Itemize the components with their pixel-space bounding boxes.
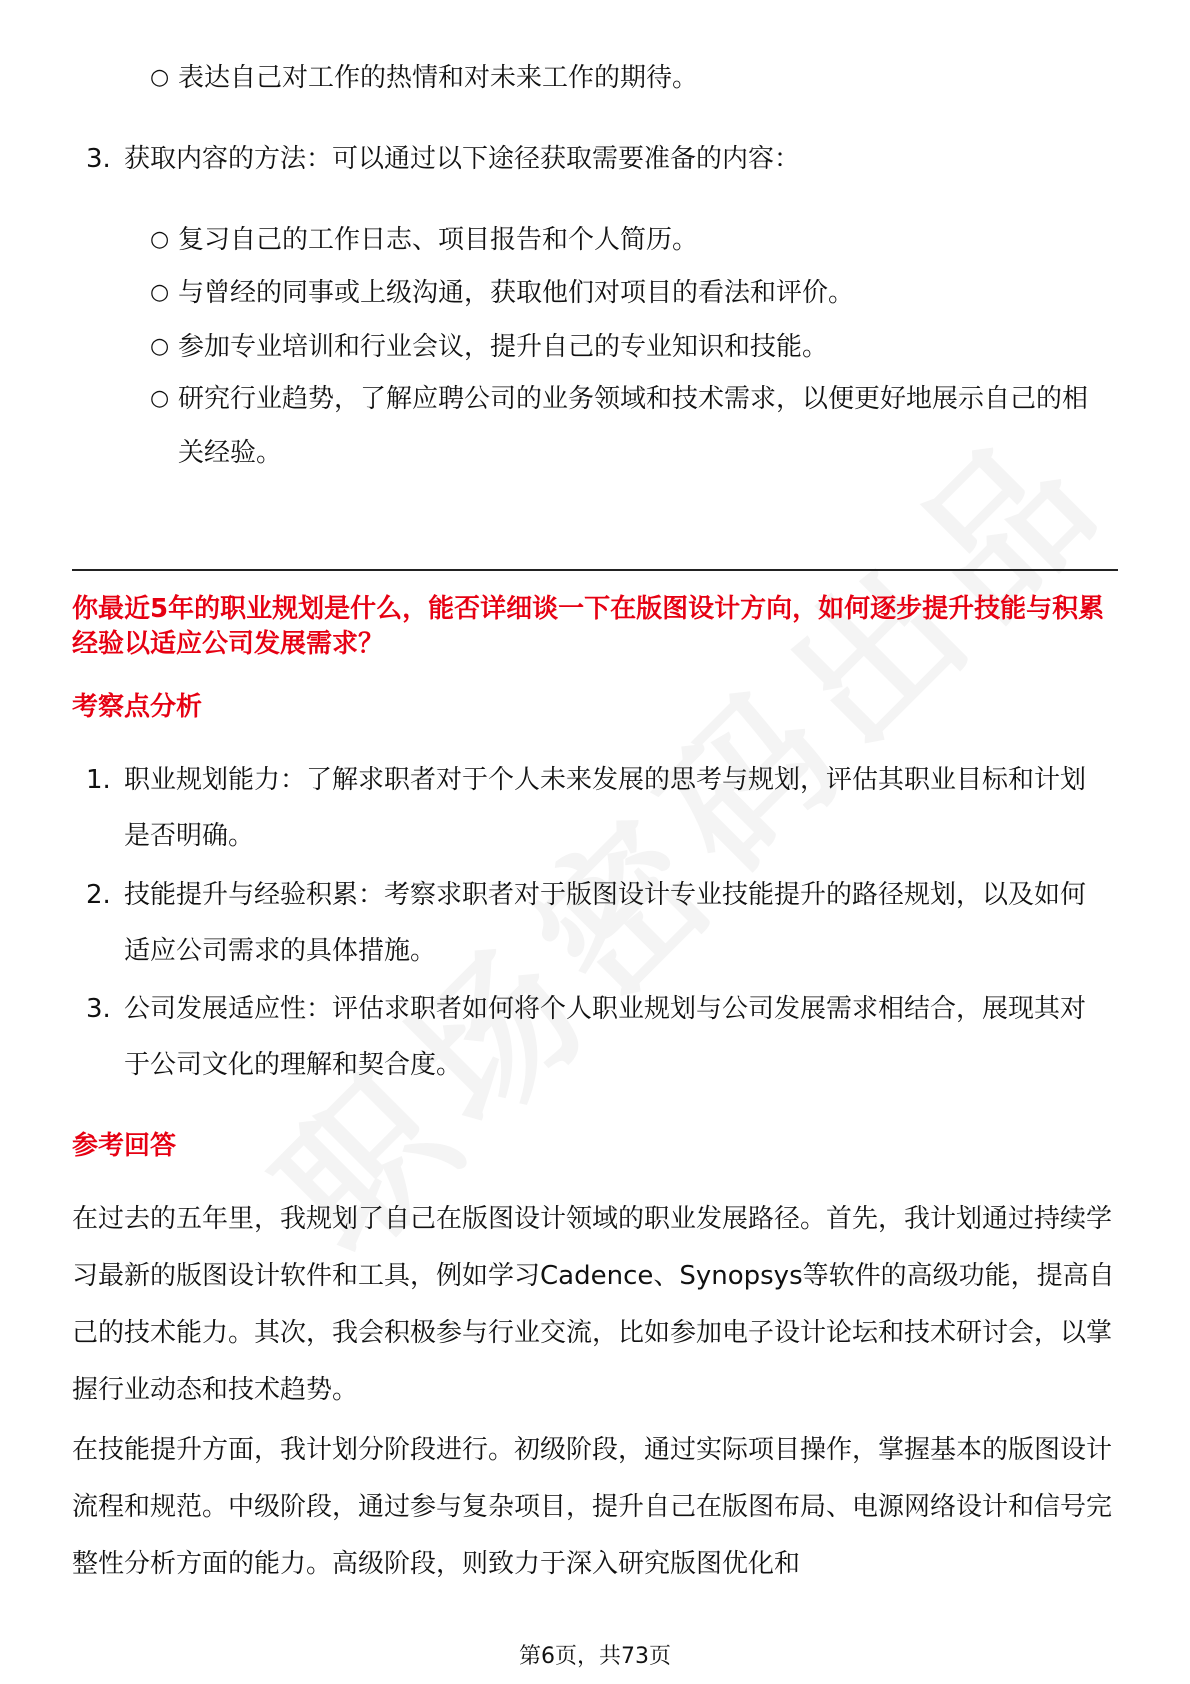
circle-bullet-icon: ○ (150, 227, 170, 252)
answer-title: 参考回答 (72, 1131, 177, 1161)
list-number: 3. (86, 994, 111, 1024)
answer-paragraph: 在技能提升方面，我计划分阶段进行。初级阶段，通过实际项目操作，掌握基本的版图设计流程和规范。中级阶段，通过参与复杂项目，提升自己在版图布局、电源网络设计和信号完整性分析方面的能力。高级阶段，则致力于深入研究版图优化和 (72, 1435, 1113, 1579)
list-item (150, 50, 1110, 106)
page-number: 第6页，共73页 (519, 1644, 671, 1669)
section-divider (72, 569, 1118, 571)
list-item (150, 372, 1110, 480)
circle-bullet-icon: ○ (150, 65, 170, 90)
list-item-text: 表达自己对工作的热情和对未来工作的期待。 (178, 63, 699, 93)
list-item (86, 981, 1110, 1093)
circle-bullet-icon: ○ (150, 334, 170, 359)
circle-bullet-icon: ○ (150, 386, 170, 411)
list-item-text: 研究行业趋势，了解应聘公司的业务领域和技术需求，以便更好地展示自己的相关经验。 (178, 384, 1089, 468)
list-item (150, 212, 1110, 268)
list-item-text: 复习自己的工作日志、项目报告和个人简历。 (178, 225, 699, 255)
circle-bullet-icon: ○ (150, 280, 170, 305)
list-number: 3. (86, 144, 111, 174)
analysis-title: 考察点分析 (72, 692, 203, 722)
list-item-text: 技能提升与经验积累：考察求职者对于版图设计专业技能提升的路径规划，以及如何适应公司需求的具体措施。 (124, 880, 1087, 966)
list-item (150, 265, 1110, 321)
list-item-text: 获取内容的方法：可以通过以下途径获取需要准备的内容： (124, 144, 801, 174)
question-heading: 你最近5年的职业规划是什么，能否详细谈一下在版图设计方向，如何逐步提升技能与积累经验以适应公司发展需求？ (72, 594, 1105, 659)
list-item (86, 867, 1110, 979)
list-item-text: 参加专业培训和行业会议，提升自己的专业知识和技能。 (178, 332, 829, 362)
list-item (86, 131, 1110, 187)
list-item (86, 752, 1110, 864)
list-item-text: 公司发展适应性：评估求职者如何将个人职业规划与公司发展需求相结合，展现其对于公司文化的理解和契合度。 (124, 994, 1087, 1080)
list-item (150, 319, 1110, 375)
list-item-text: 与曾经的同事或上级沟通，获取他们对项目的看法和评价。 (178, 278, 855, 308)
list-number: 1. (86, 765, 111, 795)
list-number: 2. (86, 880, 111, 910)
answer-paragraph: 在过去的五年里，我规划了自己在版图设计领域的职业发展路径。首先，我计划通过持续学习最新的版图设计软件和工具，例如学习Cadence、Synopsys等软件的高级功能，提高自己的技术能力。其次，我会积极参与行业交流，比如参加电子设计论坛和技术研讨会，以掌握行业动态和技术趋势。 (72, 1204, 1115, 1405)
list-item-text: 职业规划能力：了解求职者对于个人未来发展的思考与规划，评估其职业目标和计划是否明确。 (124, 765, 1087, 851)
